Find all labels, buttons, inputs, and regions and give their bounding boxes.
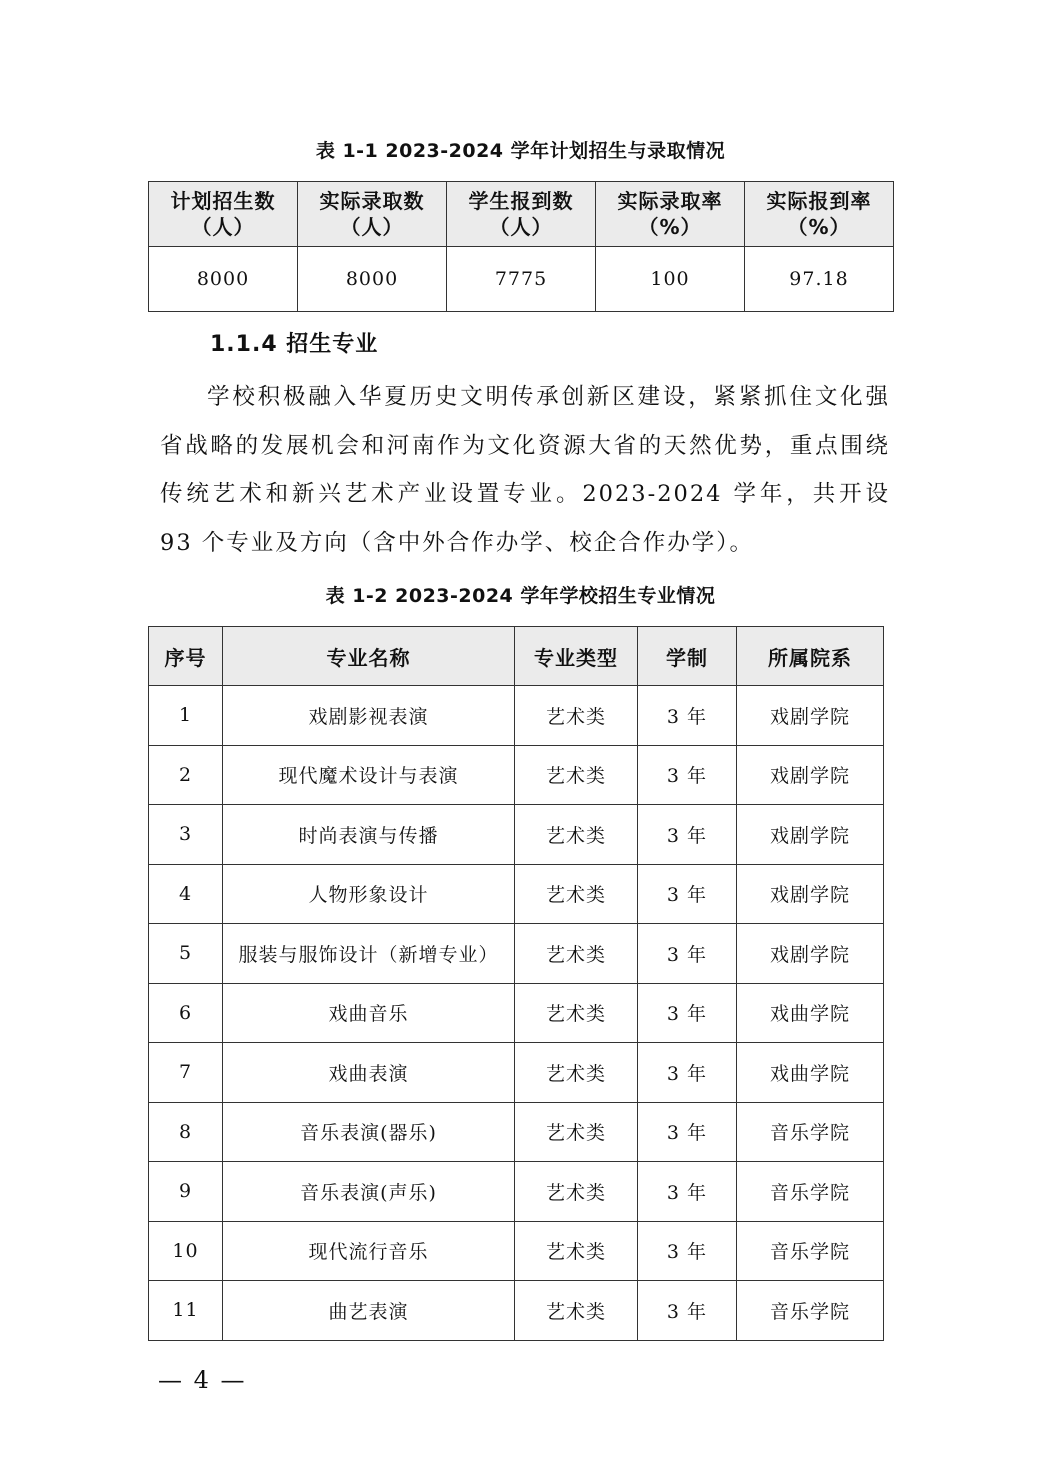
majors-table: [148, 626, 884, 1341]
table-row: [149, 983, 884, 1043]
row-major-type: 艺术类: [515, 686, 638, 746]
header-index: 序号: [149, 627, 223, 686]
row-major-name: 曲艺表演: [223, 1281, 515, 1341]
row-major-name: 音乐表演(声乐): [223, 1162, 515, 1222]
row-department: 音乐学院: [737, 1221, 884, 1281]
row-major-name: 戏曲音乐: [223, 983, 515, 1043]
section-heading: 1.1.4 招生专业: [210, 332, 379, 357]
row-duration: 3 年: [638, 1043, 737, 1103]
row-index: 11: [149, 1281, 223, 1341]
table-row: [149, 1221, 884, 1281]
row-duration: 3 年: [638, 1102, 737, 1162]
row-department: 戏剧学院: [737, 745, 884, 805]
row-major-name: 服装与服饰设计（新增专业）: [223, 924, 515, 984]
row-index: 7: [149, 1043, 223, 1103]
row-index: 4: [149, 864, 223, 924]
table-row: [149, 924, 884, 984]
row-major-type: 艺术类: [515, 983, 638, 1043]
row-major-type: 艺术类: [515, 1281, 638, 1341]
row-index: 3: [149, 805, 223, 865]
row-duration: 3 年: [638, 983, 737, 1043]
registration-rate-value: 97.18: [745, 247, 894, 312]
row-department: 音乐学院: [737, 1162, 884, 1222]
row-major-name: 现代流行音乐: [223, 1221, 515, 1281]
row-major-type: 艺术类: [515, 924, 638, 984]
header-major-type: 专业类型: [515, 627, 638, 686]
row-index: 5: [149, 924, 223, 984]
row-major-name: 人物形象设计: [223, 864, 515, 924]
row-major-type: 艺术类: [515, 864, 638, 924]
row-department: 音乐学院: [737, 1281, 884, 1341]
row-department: 戏剧学院: [737, 686, 884, 746]
table2-caption: 表 1-2 2023-2024 学年学校招生专业情况: [325, 585, 716, 607]
row-index: 10: [149, 1221, 223, 1281]
table-row: [149, 745, 884, 805]
row-index: 8: [149, 1102, 223, 1162]
planned-enrollment-value: 8000: [149, 247, 298, 312]
row-department: 戏剧学院: [737, 805, 884, 865]
admission-rate-value: 100: [596, 247, 745, 312]
header-duration: 学制: [638, 627, 737, 686]
row-major-type: 艺术类: [515, 1162, 638, 1222]
row-major-name: 音乐表演(器乐): [223, 1102, 515, 1162]
row-duration: 3 年: [638, 864, 737, 924]
header-admission-rate: 实际录取率 （%）: [596, 182, 745, 247]
actual-admissions-value: 8000: [298, 247, 447, 312]
row-major-name: 时尚表演与传播: [223, 805, 515, 865]
section-paragraph: 学校积极融入华夏历史文明传承创新区建设，紧紧抓住文化强省战略的发展机会和河南作为文化资源大省的天然优势，重点围绕传统艺术和新兴艺术产业设置专业。2023-2024 学年，共开设 93 个专业及方向（含中外合作办学、校企合作办学）。: [160, 384, 890, 556]
row-major-name: 现代魔术设计与表演: [223, 745, 515, 805]
table-row: [149, 805, 884, 865]
table1-caption: 表 1-1 2023-2024 学年计划招生与录取情况: [315, 140, 726, 162]
table-row: [149, 686, 884, 746]
row-department: 音乐学院: [737, 1102, 884, 1162]
students-registered-value: 7775: [447, 247, 596, 312]
row-duration: 3 年: [638, 1221, 737, 1281]
table-row: [149, 1281, 884, 1341]
page-number: — 4 —: [158, 1366, 247, 1394]
row-duration: 3 年: [638, 924, 737, 984]
admission-table: [148, 181, 894, 312]
admission-table-header-row: [149, 182, 894, 247]
row-department: 戏剧学院: [737, 924, 884, 984]
majors-table-header-row: [149, 627, 884, 686]
table-row: [149, 1043, 884, 1103]
table-row: [149, 864, 884, 924]
row-major-type: 艺术类: [515, 805, 638, 865]
admission-table-row: [149, 247, 894, 312]
row-index: 2: [149, 745, 223, 805]
row-index: 6: [149, 983, 223, 1043]
row-index: 1: [149, 686, 223, 746]
row-duration: 3 年: [638, 745, 737, 805]
row-major-type: 艺术类: [515, 745, 638, 805]
header-department: 所属院系: [737, 627, 884, 686]
table-row: [149, 1162, 884, 1222]
header-planned-enrollment: 计划招生数 （人）: [149, 182, 298, 247]
header-actual-admissions: 实际录取数 （人）: [298, 182, 447, 247]
row-duration: 3 年: [638, 805, 737, 865]
row-department: 戏剧学院: [737, 864, 884, 924]
row-major-type: 艺术类: [515, 1102, 638, 1162]
row-major-name: 戏曲表演: [223, 1043, 515, 1103]
header-students-registered: 学生报到数 （人）: [447, 182, 596, 247]
row-duration: 3 年: [638, 686, 737, 746]
table-row: [149, 1102, 884, 1162]
row-department: 戏曲学院: [737, 983, 884, 1043]
row-major-type: 艺术类: [515, 1221, 638, 1281]
header-major-name: 专业名称: [223, 627, 515, 686]
row-major-name: 戏剧影视表演: [223, 686, 515, 746]
row-department: 戏曲学院: [737, 1043, 884, 1103]
row-duration: 3 年: [638, 1281, 737, 1341]
row-major-type: 艺术类: [515, 1043, 638, 1103]
header-registration-rate: 实际报到率 （%）: [745, 182, 894, 247]
row-duration: 3 年: [638, 1162, 737, 1222]
row-index: 9: [149, 1162, 223, 1222]
